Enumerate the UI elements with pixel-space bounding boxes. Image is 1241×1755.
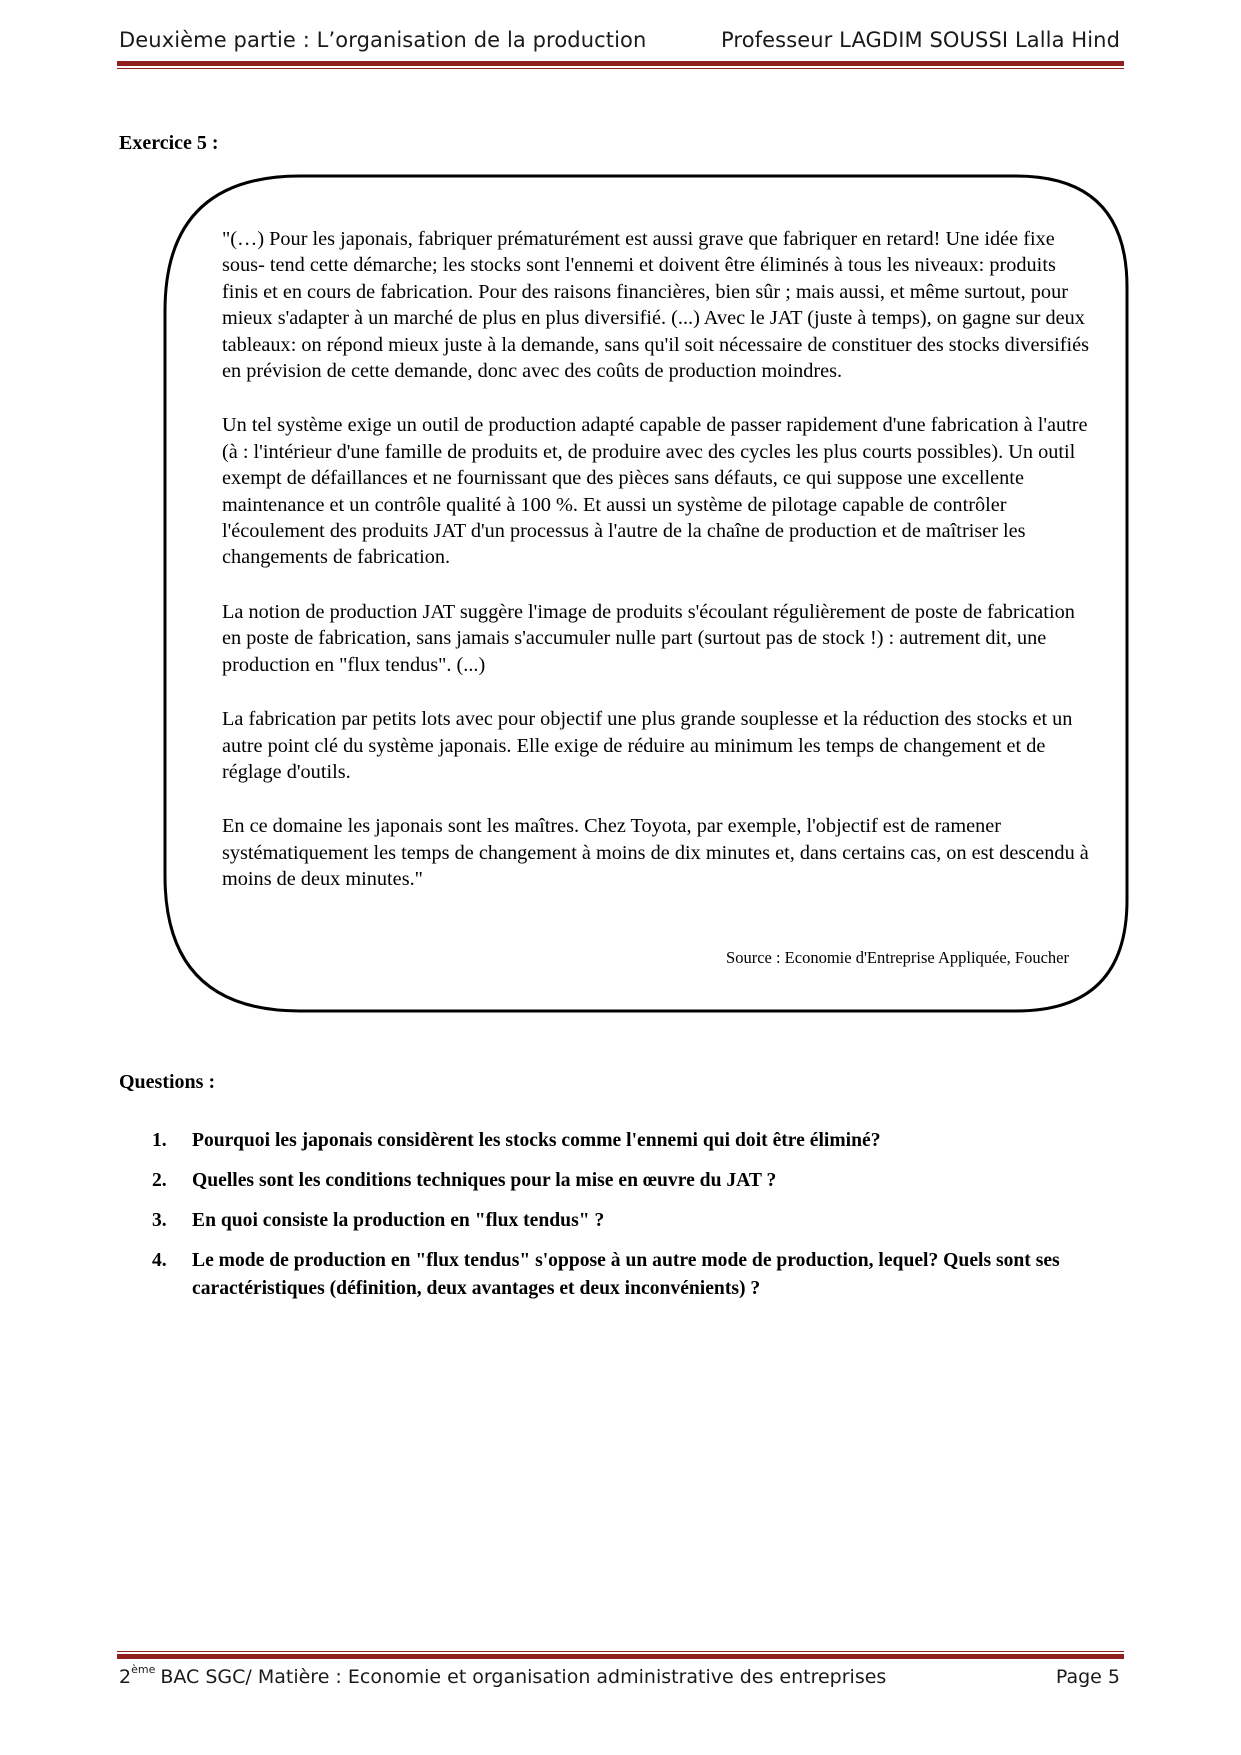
question-item bbox=[152, 1247, 1132, 1303]
quote-text bbox=[222, 226, 1092, 893]
exercise-title: Exercice 5 : bbox=[119, 132, 219, 154]
question-item bbox=[152, 1167, 1132, 1195]
questions-title: Questions : bbox=[119, 1071, 216, 1093]
question-text: Pourquoi les japonais considèrent les stocks comme l'ennemi qui doit être éliminé? bbox=[192, 1130, 881, 1151]
footer-subject: BAC SGC/ Matière : Economie et organisation administrative des entreprises bbox=[160, 1666, 887, 1688]
question-number: 3. bbox=[152, 1210, 167, 1231]
questions-list bbox=[152, 1127, 1132, 1315]
footer-level: 2 bbox=[119, 1666, 132, 1688]
footer-rule-thin bbox=[117, 1651, 1124, 1652]
question-text: En quoi consiste la production en "flux tendus" ? bbox=[192, 1210, 605, 1231]
quote-paragraph-1: "(…) Pour les japonais, fabriquer prématurément est aussi grave que fabriquer en retard! Une idée fixe sous- tend cette démarche; les stocks sont l'ennemi et doivent être éliminés à tous les niveaux: produits finis et en cours de fabrication. Pour des raisons financières, bien sûr ; mais aussi, et même surtout, pour mieux s'adapter à un marché de plus en plus diversifié. (...) Avec le JAT (juste à temps), on gagne sur deux tableaux: on répond mieux juste à la demande, sans qu'il soit nécessaire de constituer des stocks diversifiés en prévision de cette demande, donc avec des coûts de production moindres. bbox=[222, 228, 1090, 383]
question-item bbox=[152, 1127, 1132, 1155]
question-number: 1. bbox=[152, 1130, 167, 1151]
quote-paragraph-3: La notion de production JAT suggère l'image de produits s'écoulant régulièrement de poste de fabrication en poste de fabrication, sans jamais s'accumuler nulle part (surtout pas de stock !) : autrement dit, une production en "flux tendus". (...) bbox=[222, 600, 1075, 676]
footer-course bbox=[119, 1663, 887, 1688]
question-text: Le mode de production en "flux tendus" s'oppose à un autre mode de production, lequel? Quels sont ses caractéristiques (définition, deux avantages et deux inconvénients) ? bbox=[192, 1250, 1060, 1299]
quote-paragraph-4: La fabrication par petits lots avec pour objectif une plus grande souplesse et la réduction des stocks et un autre point clé du système japonais. Elle exige de réduire au minimum les temps de changement et de réglage d'outils. bbox=[222, 708, 1073, 783]
header-chapter-title: Deuxième partie : L’organisation de la production bbox=[119, 28, 647, 52]
question-number: 4. bbox=[152, 1250, 167, 1271]
question-item bbox=[152, 1207, 1132, 1235]
footer-rule-thick bbox=[117, 1654, 1124, 1659]
quote-source: Source : Economie d'Entreprise Appliquée, Foucher bbox=[726, 948, 1069, 967]
footer-level-suffix: ème bbox=[131, 1663, 156, 1676]
quote-paragraph-5: En ce domaine les japonais sont les maîtres. Chez Toyota, par exemple, l'objectif est de ramener systématiquement les temps de changement à moins de dix minutes et, dans certains cas, on est descendu à moins de deux minutes." bbox=[222, 815, 1089, 891]
header-author: Professeur LAGDIM SOUSSI Lalla Hind bbox=[721, 28, 1120, 52]
quote-paragraph-2: Un tel système exige un outil de production adapté capable de passer rapidement d'une fabrication à l'autre (à : l'intérieur d'une famille de produits et, de produire avec des cycles les plus courts possibles). Un outil exempt de défaillances et ne fournissant que des pièces sans défauts, ce qui suppose une excellente maintenance et un contrôle qualité à 100 %. Et aussi un système de pilotage capable de contrôler l'écoulement des produits JAT d'un processus à l'autre de la chaîne de production et de maîtriser les changements de fabrication. bbox=[222, 414, 1088, 569]
question-text: Quelles sont les conditions techniques pour la mise en œuvre du JAT ? bbox=[192, 1170, 777, 1191]
question-number: 2. bbox=[152, 1170, 167, 1191]
footer-page-number: Page 5 bbox=[1055, 1666, 1120, 1688]
